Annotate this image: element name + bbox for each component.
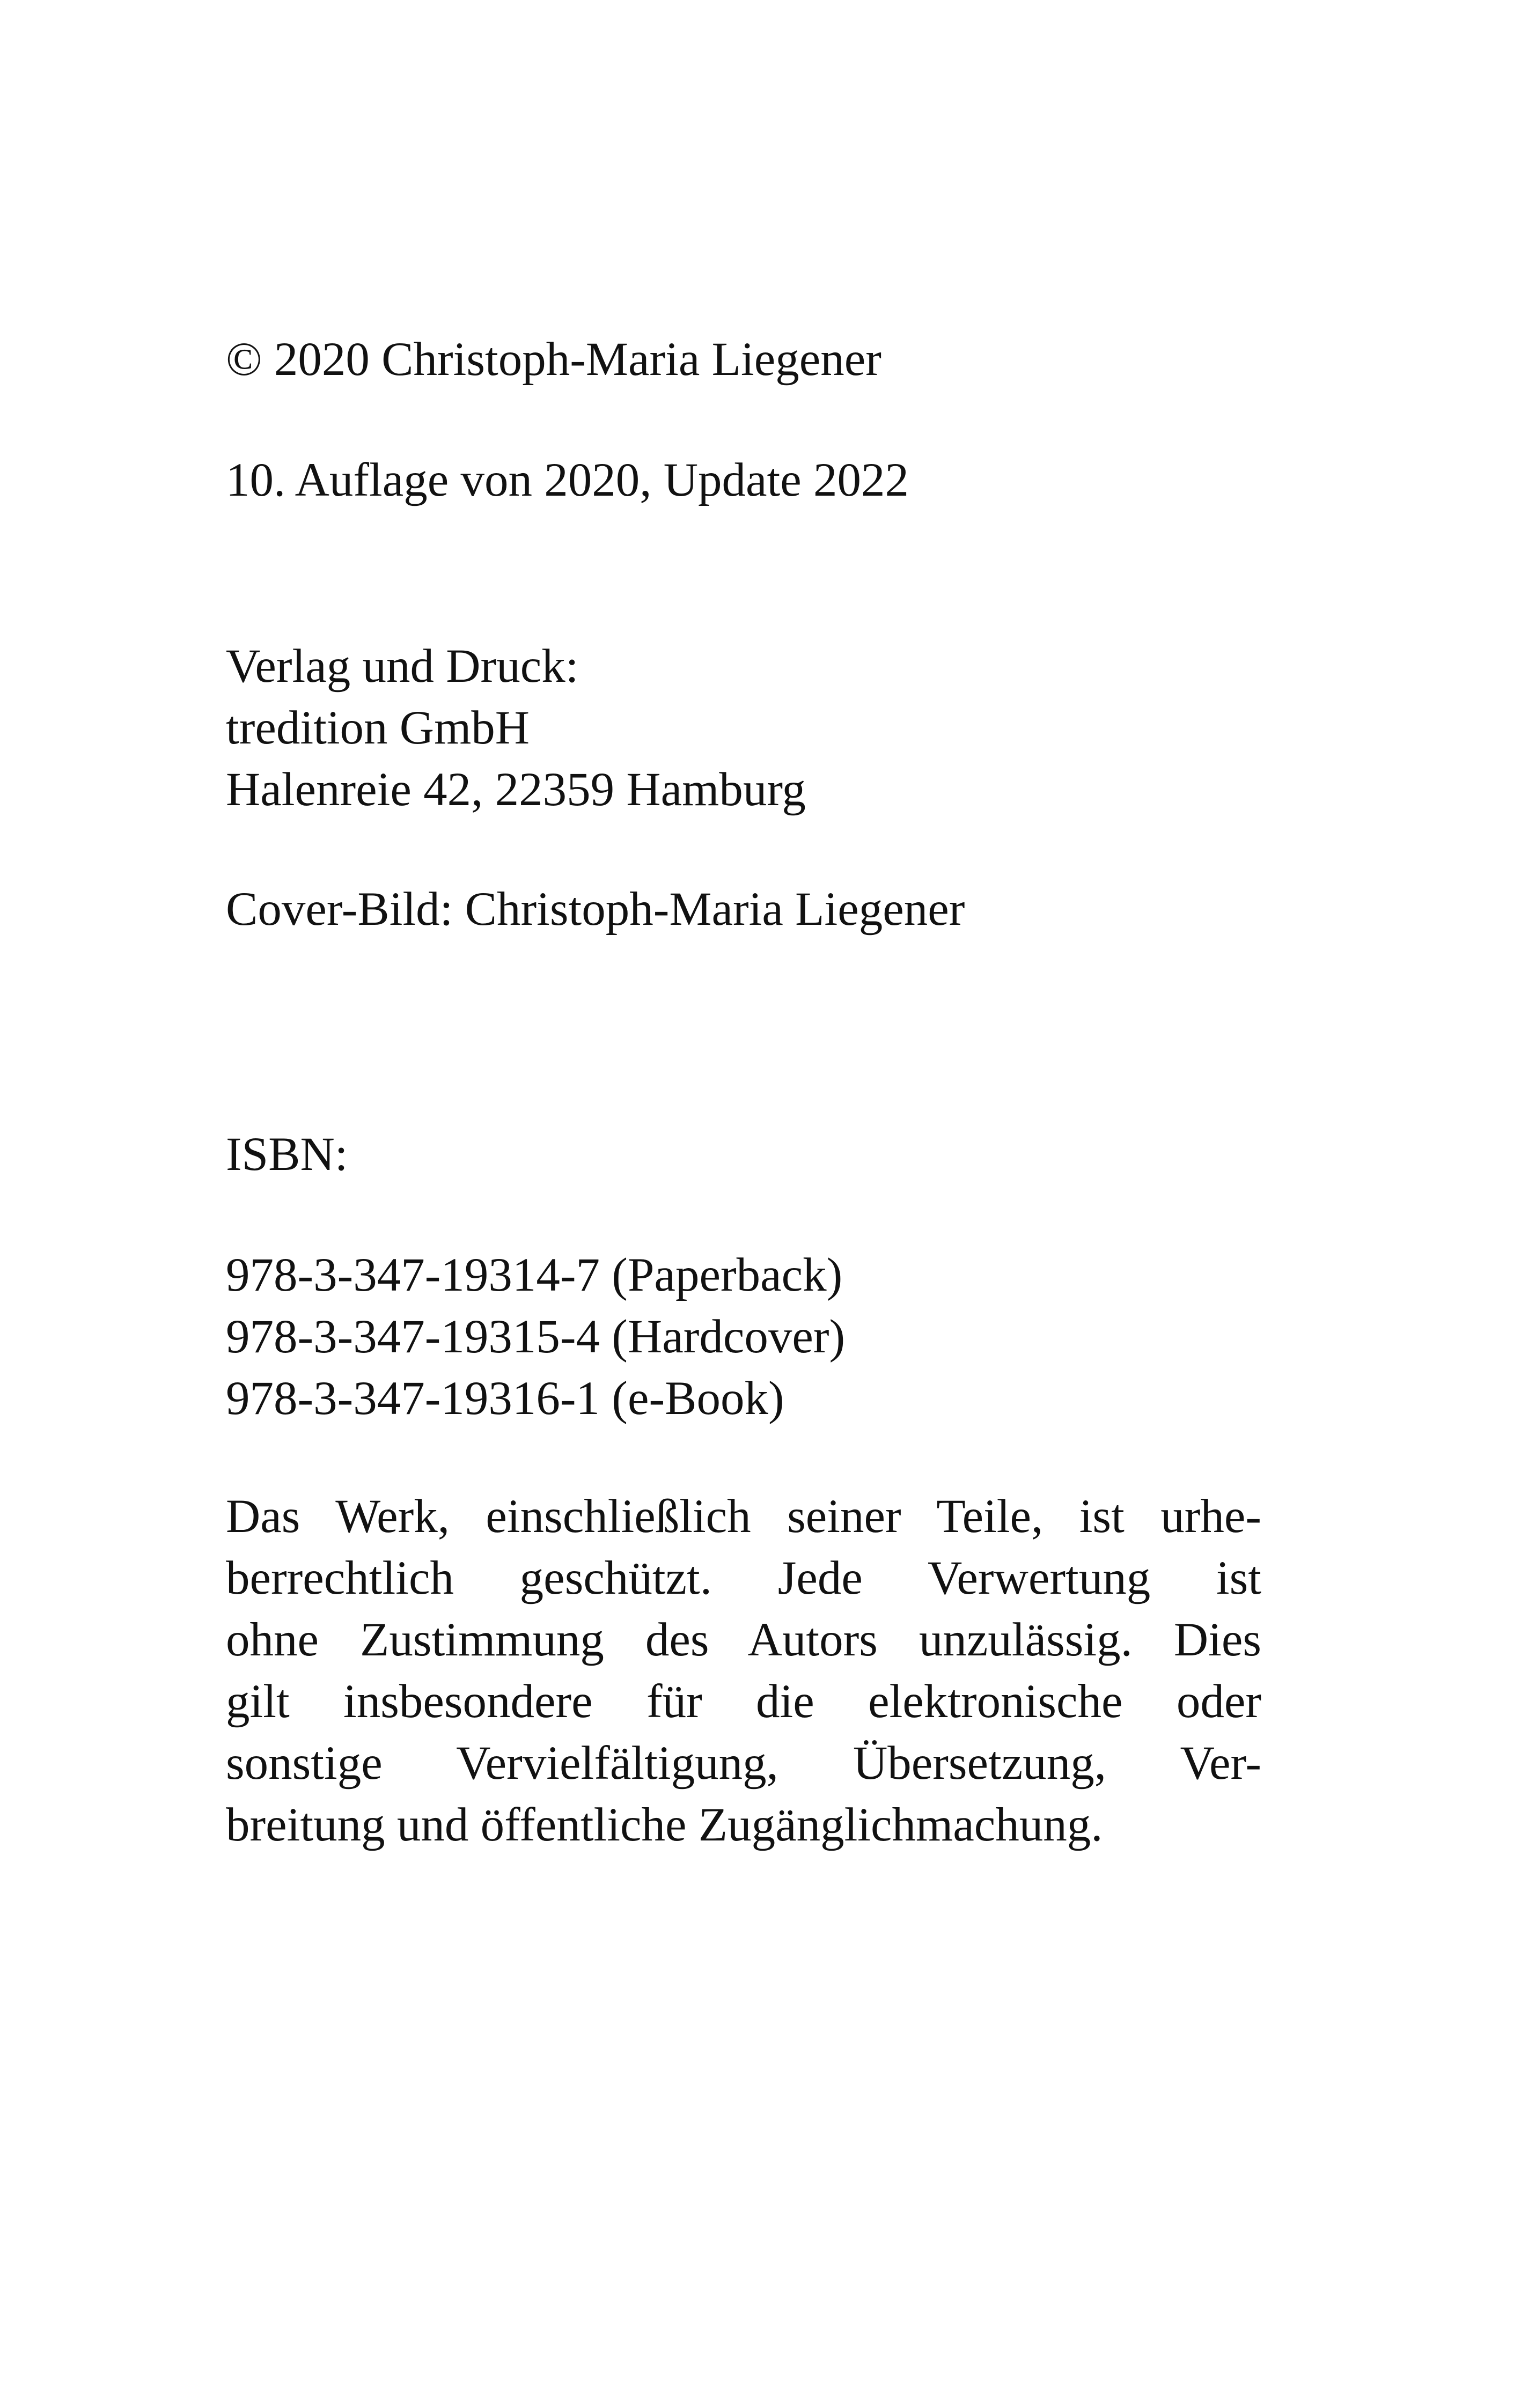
cover-credit-text: Cover-Bild: Christoph-Maria Liegener [226,883,965,936]
publisher-heading: Verlag und Druck: [226,640,579,693]
cover-credit [226,879,1261,940]
publisher-info [226,636,1261,821]
isbn-label: ISBN: [226,1128,348,1181]
isbn-list [226,1244,1261,1430]
legal-line: breitung und öffentliche Zugänglichmachung. [226,1799,1103,1851]
legal-line: Das Werk, einschließlich seiner Teile, ist urhe- [226,1490,1261,1543]
copyright-text: © 2020 Christoph-Maria Liegener [226,333,881,386]
isbn-entry-ebook: 978-3-347-19316-1 (e-Book) [226,1372,784,1425]
legal-line: gilt insbesondere für die elektronische oder [226,1675,1261,1728]
edition-info [226,450,1261,511]
isbn-entry-hardcover: 978-3-347-19315-4 (Hardcover) [226,1310,846,1363]
legal-line: ohne Zustimmung des Autors unzulässig. Dies [226,1614,1261,1666]
isbn-entry-paperback: 978-3-347-19314-7 (Paperback) [226,1249,843,1301]
edition-text: 10. Auflage von 2020, Update 2022 [226,454,909,506]
copyright-legal-notice [226,1486,1261,1856]
isbn-heading [226,1124,1261,1185]
publisher-address: Halenreie 42, 22359 Hamburg [226,763,806,816]
copyright-notice [226,329,1261,391]
legal-line: berrechtlich geschützt. Jede Verwertung ist [226,1552,1261,1604]
legal-line: sonstige Vervielfältigung, Übersetzung, Ver- [226,1737,1261,1790]
publisher-name: tredition GmbH [226,702,530,754]
